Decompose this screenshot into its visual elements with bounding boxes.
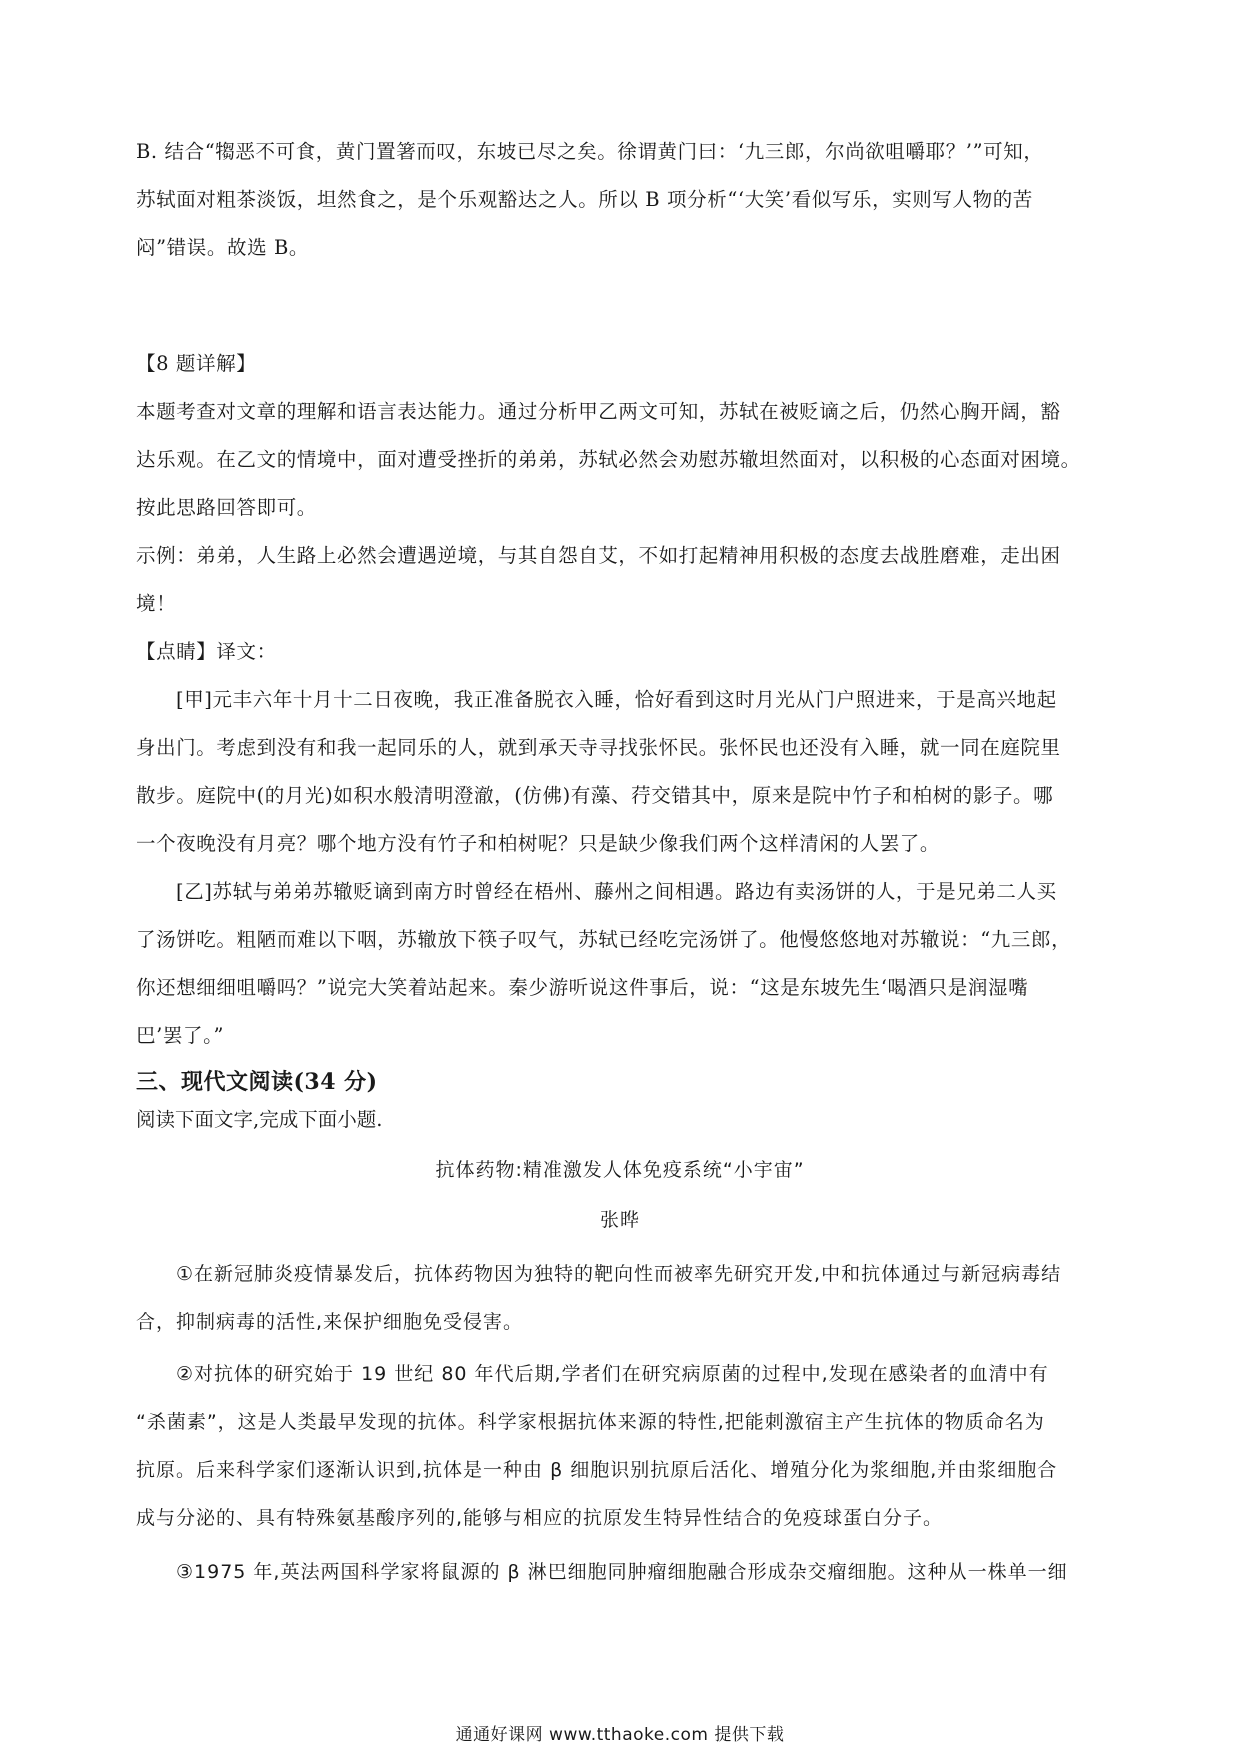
text-line: 合，抑制病毒的活性,来保护细胞免受侵害。 [136,1311,524,1333]
text-line: “杀菌素”，这是人类最早发现的抗体。科学家根据抗体来源的特性,把能刺激宿主产生抗体的物质命名为 [136,1411,1045,1433]
answer-b-analysis [136,128,1126,272]
article-paragraph-2 [136,1350,1126,1542]
text-line: ③1975 年,英法两国科学家将鼠源的 β 淋巴细胞同肿瘤细胞融合形成杂交瘤细胞。这种从一株单一细 [176,1561,1068,1583]
text-line: 一个夜晚没有月亮？哪个地方没有竹子和柏树呢？只是缺少像我们两个这样清闲的人罢了。 [136,832,941,855]
translation-jia [136,676,1126,868]
text-line: 示例：弟弟，人生路上必然会遭遇逆境，与其自怨自艾，不如打起精神用积极的态度去战胜磨难，走出困 [136,544,1061,567]
text-line: 【点睛】译文： [136,640,277,663]
text-line: 抗原。后来科学家们逐渐认识到,抗体是一种由 β 细胞识别抗原后活化、增殖分化为浆细胞,并由浆细胞合 [136,1459,1058,1481]
text-line: ①在新冠肺炎疫情暴发后，抗体药物因为独特的靶向性而被率先研究开发,中和抗体通过与新冠病毒结 [176,1263,1062,1285]
text-line: 【8 题详解】 [136,352,257,375]
article-paragraph-3 [136,1548,1126,1596]
text-line: 本题考查对文章的理解和语言表达能力。通过分析甲乙两文可知，苏轼在被贬谪之后，仍然心胸开阔，豁 [136,400,1061,423]
text-line: B. 结合“犓恶不可食，黄门置箸而叹，东坡已尽之矣。徐谓黄门曰：‘九三郎，尔尚欲咀嚼耶？’”可知， [136,140,1044,163]
text-line: 闷”错误。故选 B。 [136,236,309,259]
text-line: 按此思路回答即可。 [136,496,317,519]
question-8-title [136,340,1126,388]
text-line: ②对抗体的研究始于 19 世纪 80 年代后期,学者们在研究病原菌的过程中,发现在感染者的血清中有 [176,1363,1049,1385]
text-line: 成与分泌的、具有特殊氨基酸序列的,能够与相应的抗原发生特异性结合的免疫球蛋白分子。 [136,1507,944,1529]
reading-instruction: 阅读下面文字,完成下面小题. [136,1108,383,1131]
article-paragraph-1 [136,1250,1126,1346]
footer-credit: 通通好课网 www.tthaoke.com 提供下载 [455,1725,785,1745]
text-line: 巴’罢了。” [136,1024,225,1047]
translation-yi [136,868,1126,1060]
article-author: 张晔 [599,1209,640,1231]
text-line: [乙]苏轼与弟弟苏辙贬谪到南方时曾经在梧州、藤州之间相遇。路边有卖汤饼的人，于是兄弟二人买 [176,880,1057,903]
text-line: 你还想细细咀嚼吗？”说完大笑着站起来。秦少游听说这件事后，说：“这是东坡先生‘喝酒只是润湿嘴 [136,976,1029,999]
text-line: 境！ [136,592,177,615]
text-line: 身出门。考虑到没有和我一起同乐的人，就到承天寺寻找张怀民。张怀民也还没有入睡，就一同在庭院里 [136,736,1061,759]
text-line: 了汤饼吃。粗陋而难以下咽，苏辙放下筷子叹气，苏轼已经吃完汤饼了。他慢悠悠地对苏辙说：“九三郎， [136,928,1072,951]
text-line: 散步。庭院中(的月光)如积水般清明澄澈，(仿佛)有藻、荇交错其中，原来是院中竹子和柏树的影子。哪 [136,784,1054,807]
question-8-explanation [136,388,1126,676]
section-heading: 三、现代文阅读(34 分) [136,1069,378,1095]
text-line: 苏轼面对粗茶淡饭，坦然食之，是个乐观豁达之人。所以 B 项分析“‘大笑’看似写乐，实则写人物的苦 [136,188,1033,211]
text-line: [甲]元丰六年十月十二日夜晚，我正准备脱衣入睡，恰好看到这时月光从门户照进来，于是高兴地起 [176,688,1057,711]
article-title: 抗体药物:精准激发人体免疫系统“小宇宙” [435,1159,805,1181]
text-line: 达乐观。在乙文的情境中，面对遭受挫折的弟弟，苏轼必然会劝慰苏辙坦然面对，以积极的心态面对困境。 [136,448,1081,471]
